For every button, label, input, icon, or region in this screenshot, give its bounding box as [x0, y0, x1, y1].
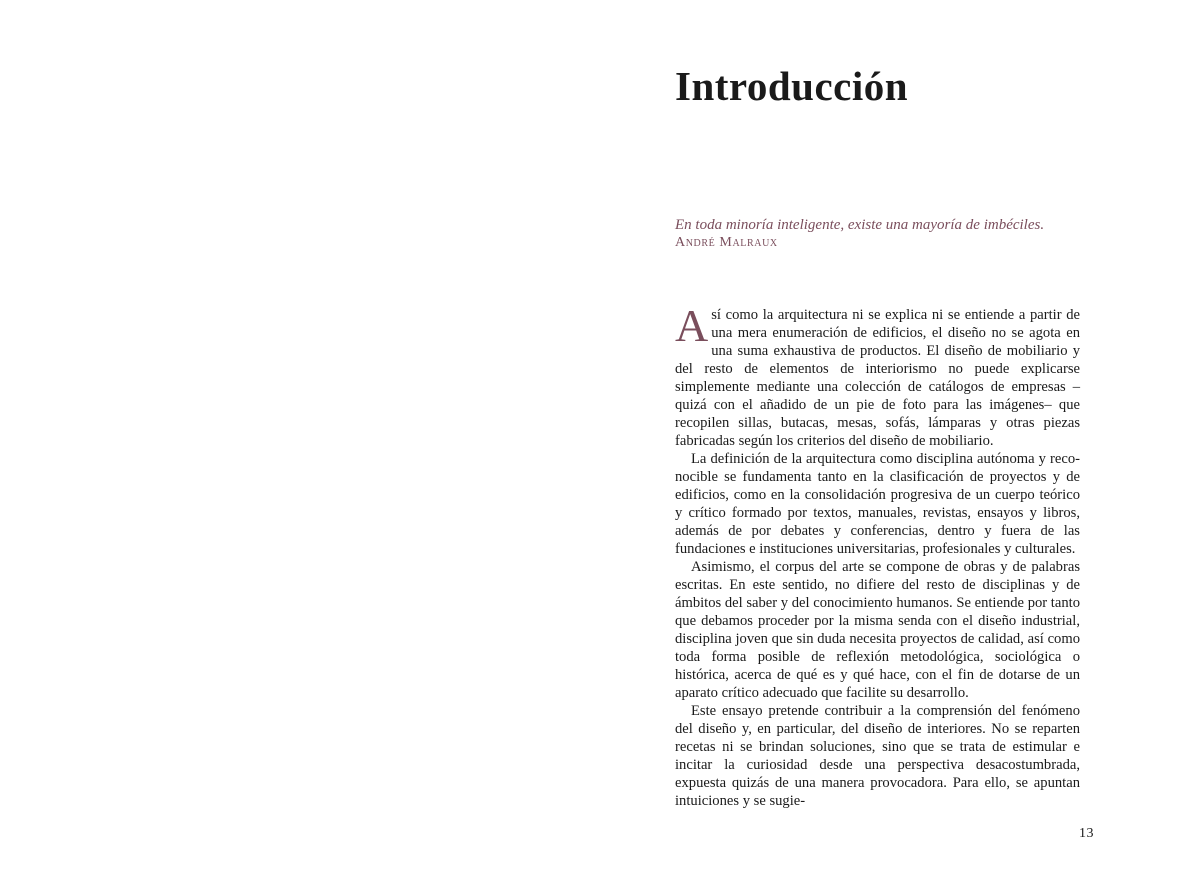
paragraph-4: Este ensayo pretende contribuir a la comprensión del fenómeno del diseño y, en particular, del diseño de interiores. No se reparten recetas ni se brindan soluciones, sino que se trata de estimular e incitar la curiosidad desde una perspectiva desacostumbrada, expuesta quizás de una manera provocadora. Para ello, se apuntan intuiciones y se sugie- [675, 703, 1080, 809]
epigraph-author: André Malraux [675, 235, 778, 250]
body-text [675, 300, 1080, 810]
right-page [600, 0, 1200, 881]
page-number: 13 [1079, 826, 1094, 841]
paragraph-2: La definición de la arquitectura como disciplina autónoma y reconocible se fundamenta tanto en la clasificación de proyectos y de edificios, como en la consolidación progresiva de un cuerpo teórico y crítico formado por textos, manuales, revistas, ensayos y libros, además de por debates y conferencias, dentro y fuera de las fundaciones e instituciones universitarias, profesionales y culturales. [675, 451, 1080, 557]
paragraph-3: Asimismo, el corpus del arte se compone de obras y de palabras escritas. En este sentido, no difiere del resto de disciplinas y de ámbitos del saber y del conocimiento humanos. Se entiende por tanto que debamos proceder por la misma senda con el diseño industrial, disciplina joven que sin duda necesita proyectos de calidad, así como toda forma posible de reflexión metodológica, sociológica o histórica, acerca de qué es y qué hace, con el fin de dotarse de un aparato crítico adecuado que facilite su desarrollo. [675, 559, 1080, 701]
epigraph-quote: En toda minoría inteligente, existe una mayoría de imbéciles. [675, 217, 1045, 233]
chapter-title: Introducción [675, 63, 909, 109]
epigraph [675, 216, 1095, 252]
paragraph-1-text: sí como la arquitectura ni se explica ni se entiende a partir de una mera enumeración de edificios, el diseño no se agota en una suma exhaustiva de productos. El diseño de mobiliario y del resto de elementos de interiorismo no puede explicarse simplemente mediante una colección de catálogos de empresas –quizá con el añadido de un pie de foto para las imágenes– que recopilen sillas, butacas, mesas, sofás, lámparas y otras piezas fabricadas según los criterios del diseño de mobiliario. [675, 307, 1080, 449]
paragraph-1 [675, 300, 1080, 450]
drop-cap: A [675, 300, 709, 351]
